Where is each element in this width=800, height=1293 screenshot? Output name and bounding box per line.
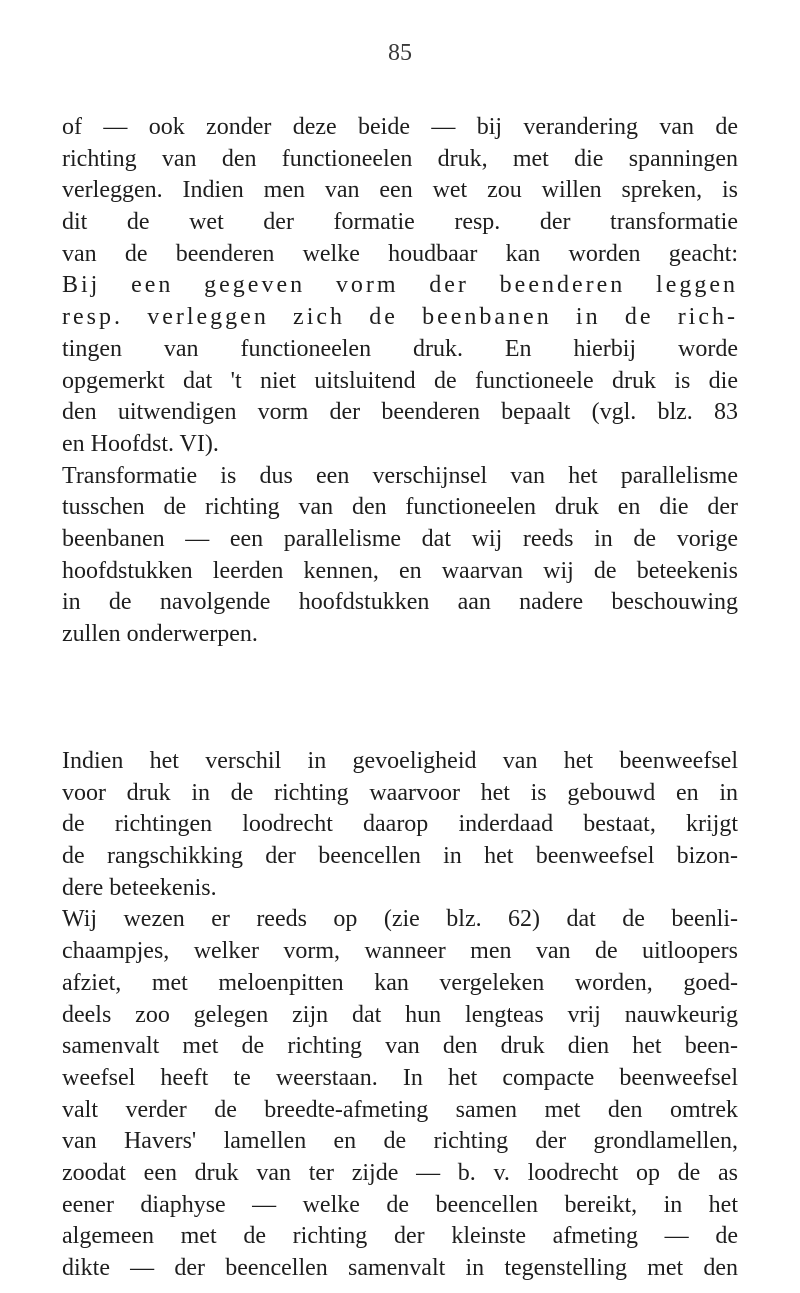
text-line: Wij wezen er reeds op (zie blz. 62) dat de beenli- (62, 906, 738, 933)
text-line: dere beteekenis. (62, 874, 217, 901)
text-line: valt verder de breedte-afmeting samen met den omtrek (62, 1096, 738, 1123)
text-line: van Havers' lamellen en de richting der grondlamellen, (62, 1128, 738, 1155)
text-line: van de beenderen welke houdbaar kan worden geacht: (62, 240, 738, 267)
text-line: of — ook zonder deze beide — bij verandering van de (62, 114, 738, 140)
text-line: eener diaphyse — welke de beencellen bereikt, in het (62, 1191, 738, 1218)
text-line: deels zoo gelegen zijn dat hun lengteas vrij nauwkeurig (62, 1001, 738, 1028)
text-line: tusschen de richting van den functioneelen druk en die der (62, 494, 738, 521)
text-line: chaampjes, welker vorm, wanneer men van de uitloopers (62, 938, 738, 965)
text-line: opgemerkt dat 't niet uitsluitend de functioneele druk is die (62, 367, 738, 394)
text-line: de rangschikking der beencellen in het beenweefsel bizon- (62, 843, 738, 870)
text-line: samenvalt met de richting van den druk dien het been- (62, 1033, 738, 1060)
text-line: Transformatie is dus een verschijnsel van het parallelisme (62, 462, 738, 489)
text-line: verleggen. Indien men van een wet zou willen spreken, is (62, 177, 738, 204)
text-line-emphasis: resp. verleggen zich de beenbanen in de rich- (62, 304, 738, 331)
text-line: beenbanen — een parallelisme dat wij reeds in de vorige (62, 525, 738, 552)
text-line: weefsel heeft te weerstaan. In het compacte beenweefsel (62, 1064, 738, 1091)
text-line-emphasis: Bij een gegeven vorm der beenderen leggen (62, 272, 738, 299)
text-line: zoodat een druk van ter zijde — b. v. loodrecht op de as (62, 1159, 738, 1186)
text-line: zullen onderwerpen. (62, 621, 258, 647)
text-line: de richtingen loodrecht daarop inderdaad bestaat, krijgt (62, 811, 738, 838)
text-line: en Hoofdst. VI). (62, 430, 219, 457)
paragraph-transformation (62, 112, 738, 651)
text-line: richting van den functioneelen druk, met die spanningen (62, 145, 738, 172)
text-line: dikte — der beencellen samenvalt in tegenstelling met den (62, 1255, 738, 1281)
text-line: in de navolgende hoofdstukken aan nadere beschouwing (62, 589, 738, 616)
text-line: dit de wet der formatie resp. der transformatie (62, 209, 738, 236)
text-line: voor druk in de richting waarvoor het is gebouwd en in (62, 779, 738, 806)
text-line: tingen van functioneelen druk. En hierbij worde (62, 335, 738, 362)
text-line: algemeen met de richting der kleinste afmeting — de (62, 1223, 738, 1250)
text-line: afziet, met meloenpitten kan vergeleken worden, goed- (62, 969, 738, 996)
text-line: den uitwendigen vorm der beenderen bepaalt (vgl. blz. 83 (62, 399, 738, 426)
text-line: hoofdstukken leerden kennen, en waarvan wij de beteekenis (62, 557, 738, 584)
paragraph-bone-cells (62, 746, 738, 1285)
page-number: 85 (388, 40, 412, 66)
text-line: Indien het verschil in gevoeligheid van het beenweefsel (62, 748, 738, 774)
